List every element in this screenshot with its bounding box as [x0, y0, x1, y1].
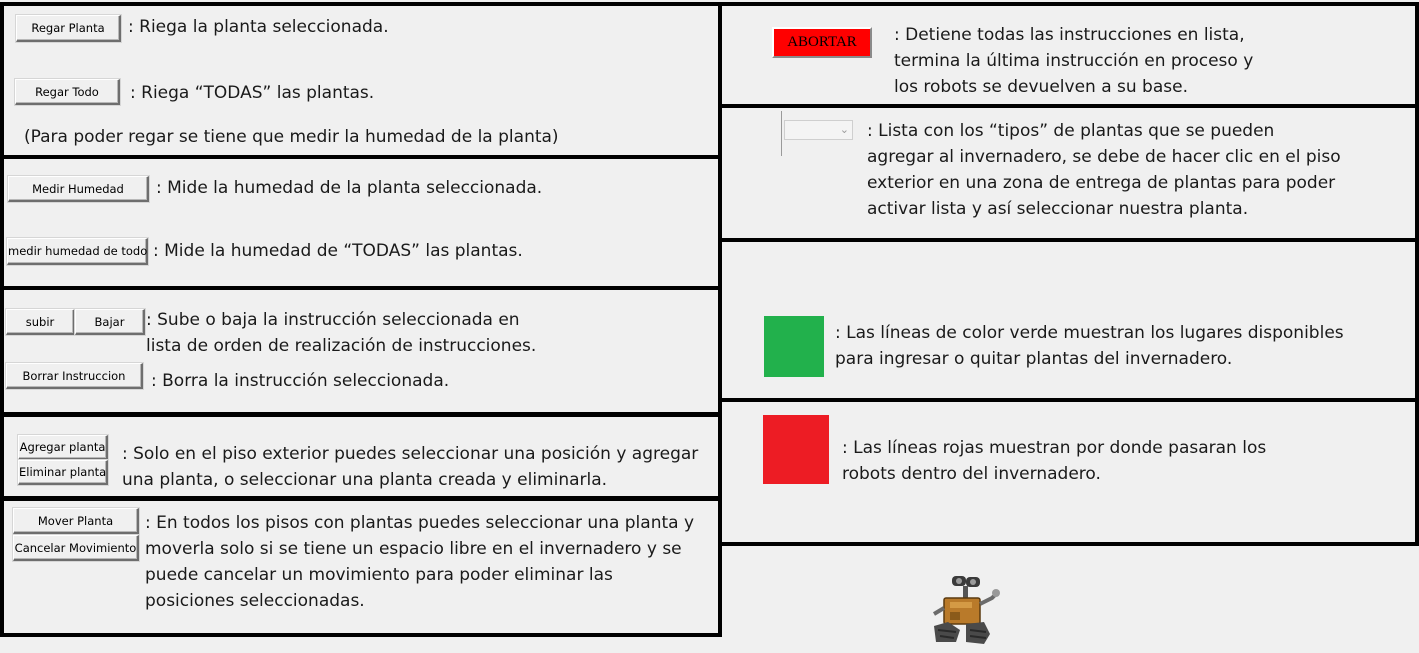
regar-todo-button[interactable]: Regar Todo	[15, 79, 120, 105]
combo-focus-line	[781, 111, 782, 156]
chevron-down-icon: ⌄	[839, 123, 849, 136]
verde-desc-2: para ingresar o quitar plantas del invernadero.	[835, 349, 1233, 369]
lista-desc-2: agregar al invernadero, se debe de hacer clic en el piso	[867, 147, 1341, 167]
movimiento-desc-3: puede cancelar un movimiento para poder eliminar las	[145, 565, 613, 585]
robot-image	[930, 574, 1004, 646]
cancelar-movimiento-button[interactable]: Cancelar Movimiento	[13, 535, 139, 561]
subir-button[interactable]: subir	[6, 309, 75, 335]
regar-planta-desc: : Riega la planta seleccionada.	[128, 17, 389, 37]
borrar-desc: : Borra la instrucción seleccionada.	[151, 371, 450, 391]
medir-humedad-button[interactable]: Medir Humedad	[8, 176, 149, 202]
abortar-desc-2: termina la última instrucción en proceso y	[894, 51, 1254, 71]
green-swatch	[764, 316, 824, 377]
abortar-desc-1: : Detiene todas las instrucciones en lista,	[894, 25, 1245, 45]
verde-desc-1: : Las líneas de color verde muestran los lugares disponibles	[835, 323, 1344, 343]
lista-desc-3: exterior en una zona de entrega de plantas para poder	[867, 173, 1336, 193]
agregar-planta-button[interactable]: Agregar planta	[18, 435, 108, 460]
borrar-instruccion-button[interactable]: Borrar Instruccion	[6, 363, 143, 389]
mover-planta-button[interactable]: Mover Planta	[13, 508, 139, 534]
riego-note: (Para poder regar se tiene que medir la humedad de la planta)	[24, 127, 559, 147]
orden-desc-1: : Sube o baja la instrucción seleccionada en	[146, 310, 520, 330]
abortar-desc-3: los robots se devuelven a su base.	[894, 77, 1188, 97]
lista-desc-1: : Lista con los “tipos” de plantas que se pueden	[867, 121, 1275, 141]
bajar-button[interactable]: Bajar	[75, 309, 145, 335]
movimiento-desc-4: posiciones seleccionadas.	[145, 591, 365, 611]
movimiento-desc-1: : En todos los pisos con plantas puedes seleccionar una planta y	[145, 513, 695, 533]
plantas-desc-1: : Solo en el piso exterior puedes seleccionar una posición y agregar	[122, 444, 699, 464]
medir-humedad-todo-button[interactable]: medir humedad de todo	[7, 238, 148, 265]
eliminar-planta-button[interactable]: Eliminar planta	[18, 460, 108, 485]
movimiento-desc-2: moverla solo si se tiene un espacio libre en el invernadero y se	[145, 539, 682, 559]
regar-todo-desc: : Riega “TODAS” las plantas.	[130, 83, 375, 103]
rojo-desc-2: robots dentro del invernadero.	[842, 464, 1101, 484]
medir-humedad-todo-desc: : Mide la humedad de “TODAS” las plantas.	[153, 241, 523, 261]
plantas-desc-2: una planta, o seleccionar una planta creada y eliminarla.	[122, 470, 608, 490]
orden-desc-2: lista de orden de realización de instrucciones.	[146, 336, 537, 356]
lista-desc-4: activar lista y así seleccionar nuestra planta.	[867, 199, 1249, 219]
rojo-desc-1: : Las líneas rojas muestran por donde pasaran los	[842, 438, 1267, 458]
plant-type-combobox[interactable]	[784, 120, 853, 140]
robot-eyes	[952, 576, 980, 587]
medir-humedad-desc: : Mide la humedad de la planta seleccionada.	[156, 178, 543, 198]
red-swatch	[763, 415, 829, 484]
abortar-button[interactable]: ABORTAR	[772, 27, 872, 58]
regar-planta-button[interactable]: Regar Planta	[16, 15, 121, 42]
